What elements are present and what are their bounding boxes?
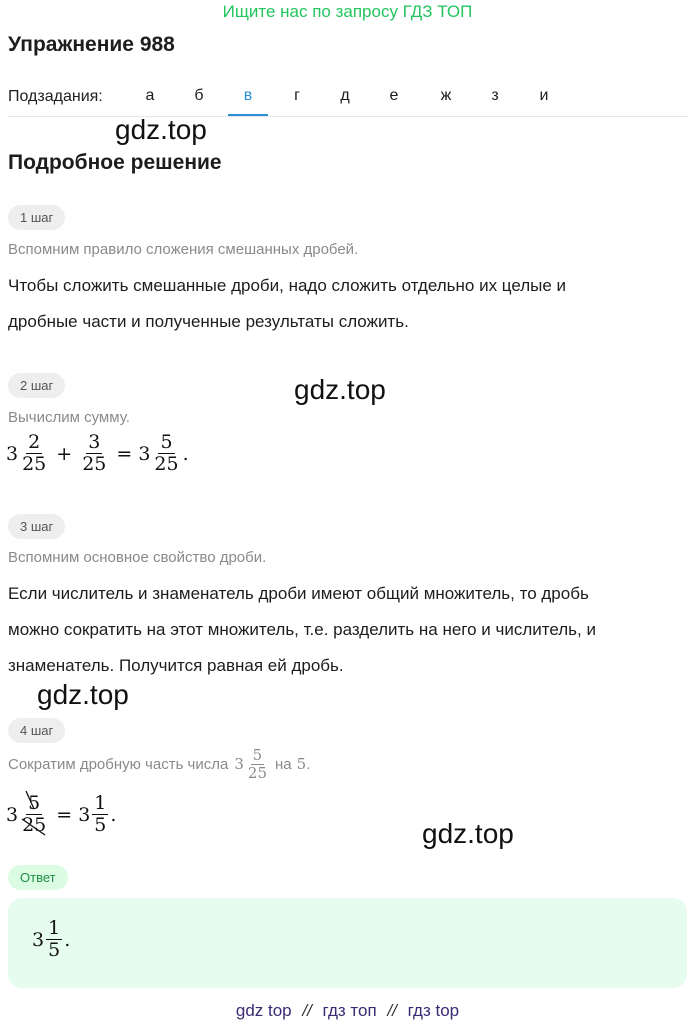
- denominator: 5: [94, 813, 107, 836]
- subtask-nav: [8, 86, 688, 117]
- strikethrough-marks: [18, 789, 48, 841]
- whole-part: 3: [78, 803, 91, 826]
- tab-zh[interactable]: ж: [440, 87, 452, 104]
- whole-part: 3: [6, 803, 19, 826]
- period: .: [110, 803, 117, 826]
- hint-text: на: [275, 755, 292, 773]
- promo-banner[interactable]: Ищите нас по запросу ГДЗ ТОП: [222, 2, 473, 21]
- equals-sign: =: [116, 442, 133, 465]
- fraction: [152, 432, 180, 476]
- numerator: 5: [160, 431, 173, 453]
- step-badge: 2 шаг: [8, 373, 65, 398]
- period: .: [64, 928, 71, 951]
- fraction: [92, 793, 108, 837]
- page-title: Упражнение 988: [8, 33, 175, 56]
- fraction: [46, 918, 62, 962]
- text-line: можно сократить на этот множитель, т.е. разделить на него и числитель, и: [8, 620, 596, 639]
- footer-separator: //: [387, 1001, 397, 1020]
- footer-link[interactable]: гдз топ: [322, 1001, 377, 1020]
- footer-link[interactable]: гдз top: [407, 1001, 460, 1020]
- step-hint: Вспомним правило сложения смешанных дробей.: [8, 241, 359, 258]
- denominator: 5: [48, 938, 61, 961]
- step-text: [8, 268, 668, 340]
- footer-separator: //: [302, 1001, 312, 1020]
- whole-part: 3: [234, 755, 244, 774]
- whole-part: 3: [138, 442, 151, 465]
- hint-number: 5: [296, 755, 307, 774]
- subtask-label: Подзадания:: [8, 88, 103, 105]
- denominator: 25: [22, 813, 47, 836]
- numerator: 2: [28, 431, 41, 453]
- numerator: 5: [28, 792, 41, 814]
- denominator: 25: [247, 763, 267, 782]
- formula-reduce: [6, 793, 116, 837]
- denominator: 25: [154, 452, 179, 475]
- step-hint: Вспомним основное свойство дроби.: [8, 549, 267, 566]
- watermark: gdz.top: [37, 679, 129, 710]
- formula-sum: [6, 432, 189, 476]
- text-line: дробные части и полученные результаты сложить.: [8, 312, 409, 331]
- tab-g[interactable]: г: [294, 87, 300, 104]
- step-hint: Вычислим сумму.: [8, 409, 130, 426]
- step-badge: 3 шаг: [8, 514, 65, 539]
- tab-i[interactable]: и: [539, 87, 549, 104]
- numerator: 3: [88, 431, 101, 453]
- fraction: [246, 747, 269, 782]
- fraction: [20, 432, 48, 476]
- footer-link[interactable]: gdz top: [235, 1001, 292, 1020]
- period: .: [182, 442, 189, 465]
- answer-badge: Ответ: [8, 865, 68, 890]
- step-text: [8, 576, 668, 684]
- watermark: gdz.top: [422, 818, 514, 849]
- answer-box: [8, 898, 687, 988]
- tab-e[interactable]: е: [389, 87, 399, 104]
- hint-text: Сократим дробную часть числа: [8, 755, 229, 773]
- fraction: [80, 432, 108, 476]
- fraction-crossed: [20, 793, 48, 837]
- whole-part: 3: [32, 928, 45, 951]
- watermark: gdz.top: [294, 374, 386, 405]
- denominator: 25: [82, 452, 107, 475]
- numerator: 1: [48, 917, 61, 939]
- answer-formula: [32, 918, 70, 962]
- hint-formula: [234, 747, 271, 782]
- tab-z[interactable]: з: [491, 87, 499, 104]
- plus-sign: +: [56, 442, 73, 465]
- text-line: Если числитель и знаменатель дроби имеют общий множитель, то дробь: [8, 584, 589, 603]
- tab-b[interactable]: б: [194, 87, 204, 104]
- numerator: 5: [252, 746, 263, 764]
- step-badge: 1 шаг: [8, 205, 65, 230]
- whole-part: 3: [6, 442, 19, 465]
- tab-a[interactable]: а: [145, 87, 155, 104]
- denominator: 25: [22, 452, 47, 475]
- step-hint: [8, 747, 310, 782]
- numerator: 1: [94, 792, 107, 814]
- watermark: gdz.top: [115, 114, 207, 145]
- tab-v[interactable]: в: [228, 87, 268, 115]
- solution-heading: Подробное решение: [8, 151, 222, 174]
- hint-text: .: [306, 755, 311, 773]
- footer-links: [0, 1001, 695, 1021]
- text-line: Чтобы сложить смешанные дроби, надо сложить отдельно их целые и: [8, 276, 567, 295]
- text-line: знаменатель. Получится равная ей дробь.: [8, 656, 344, 675]
- step-badge: 4 шаг: [8, 718, 65, 743]
- equals-sign: =: [56, 803, 73, 826]
- tab-d[interactable]: д: [340, 87, 350, 104]
